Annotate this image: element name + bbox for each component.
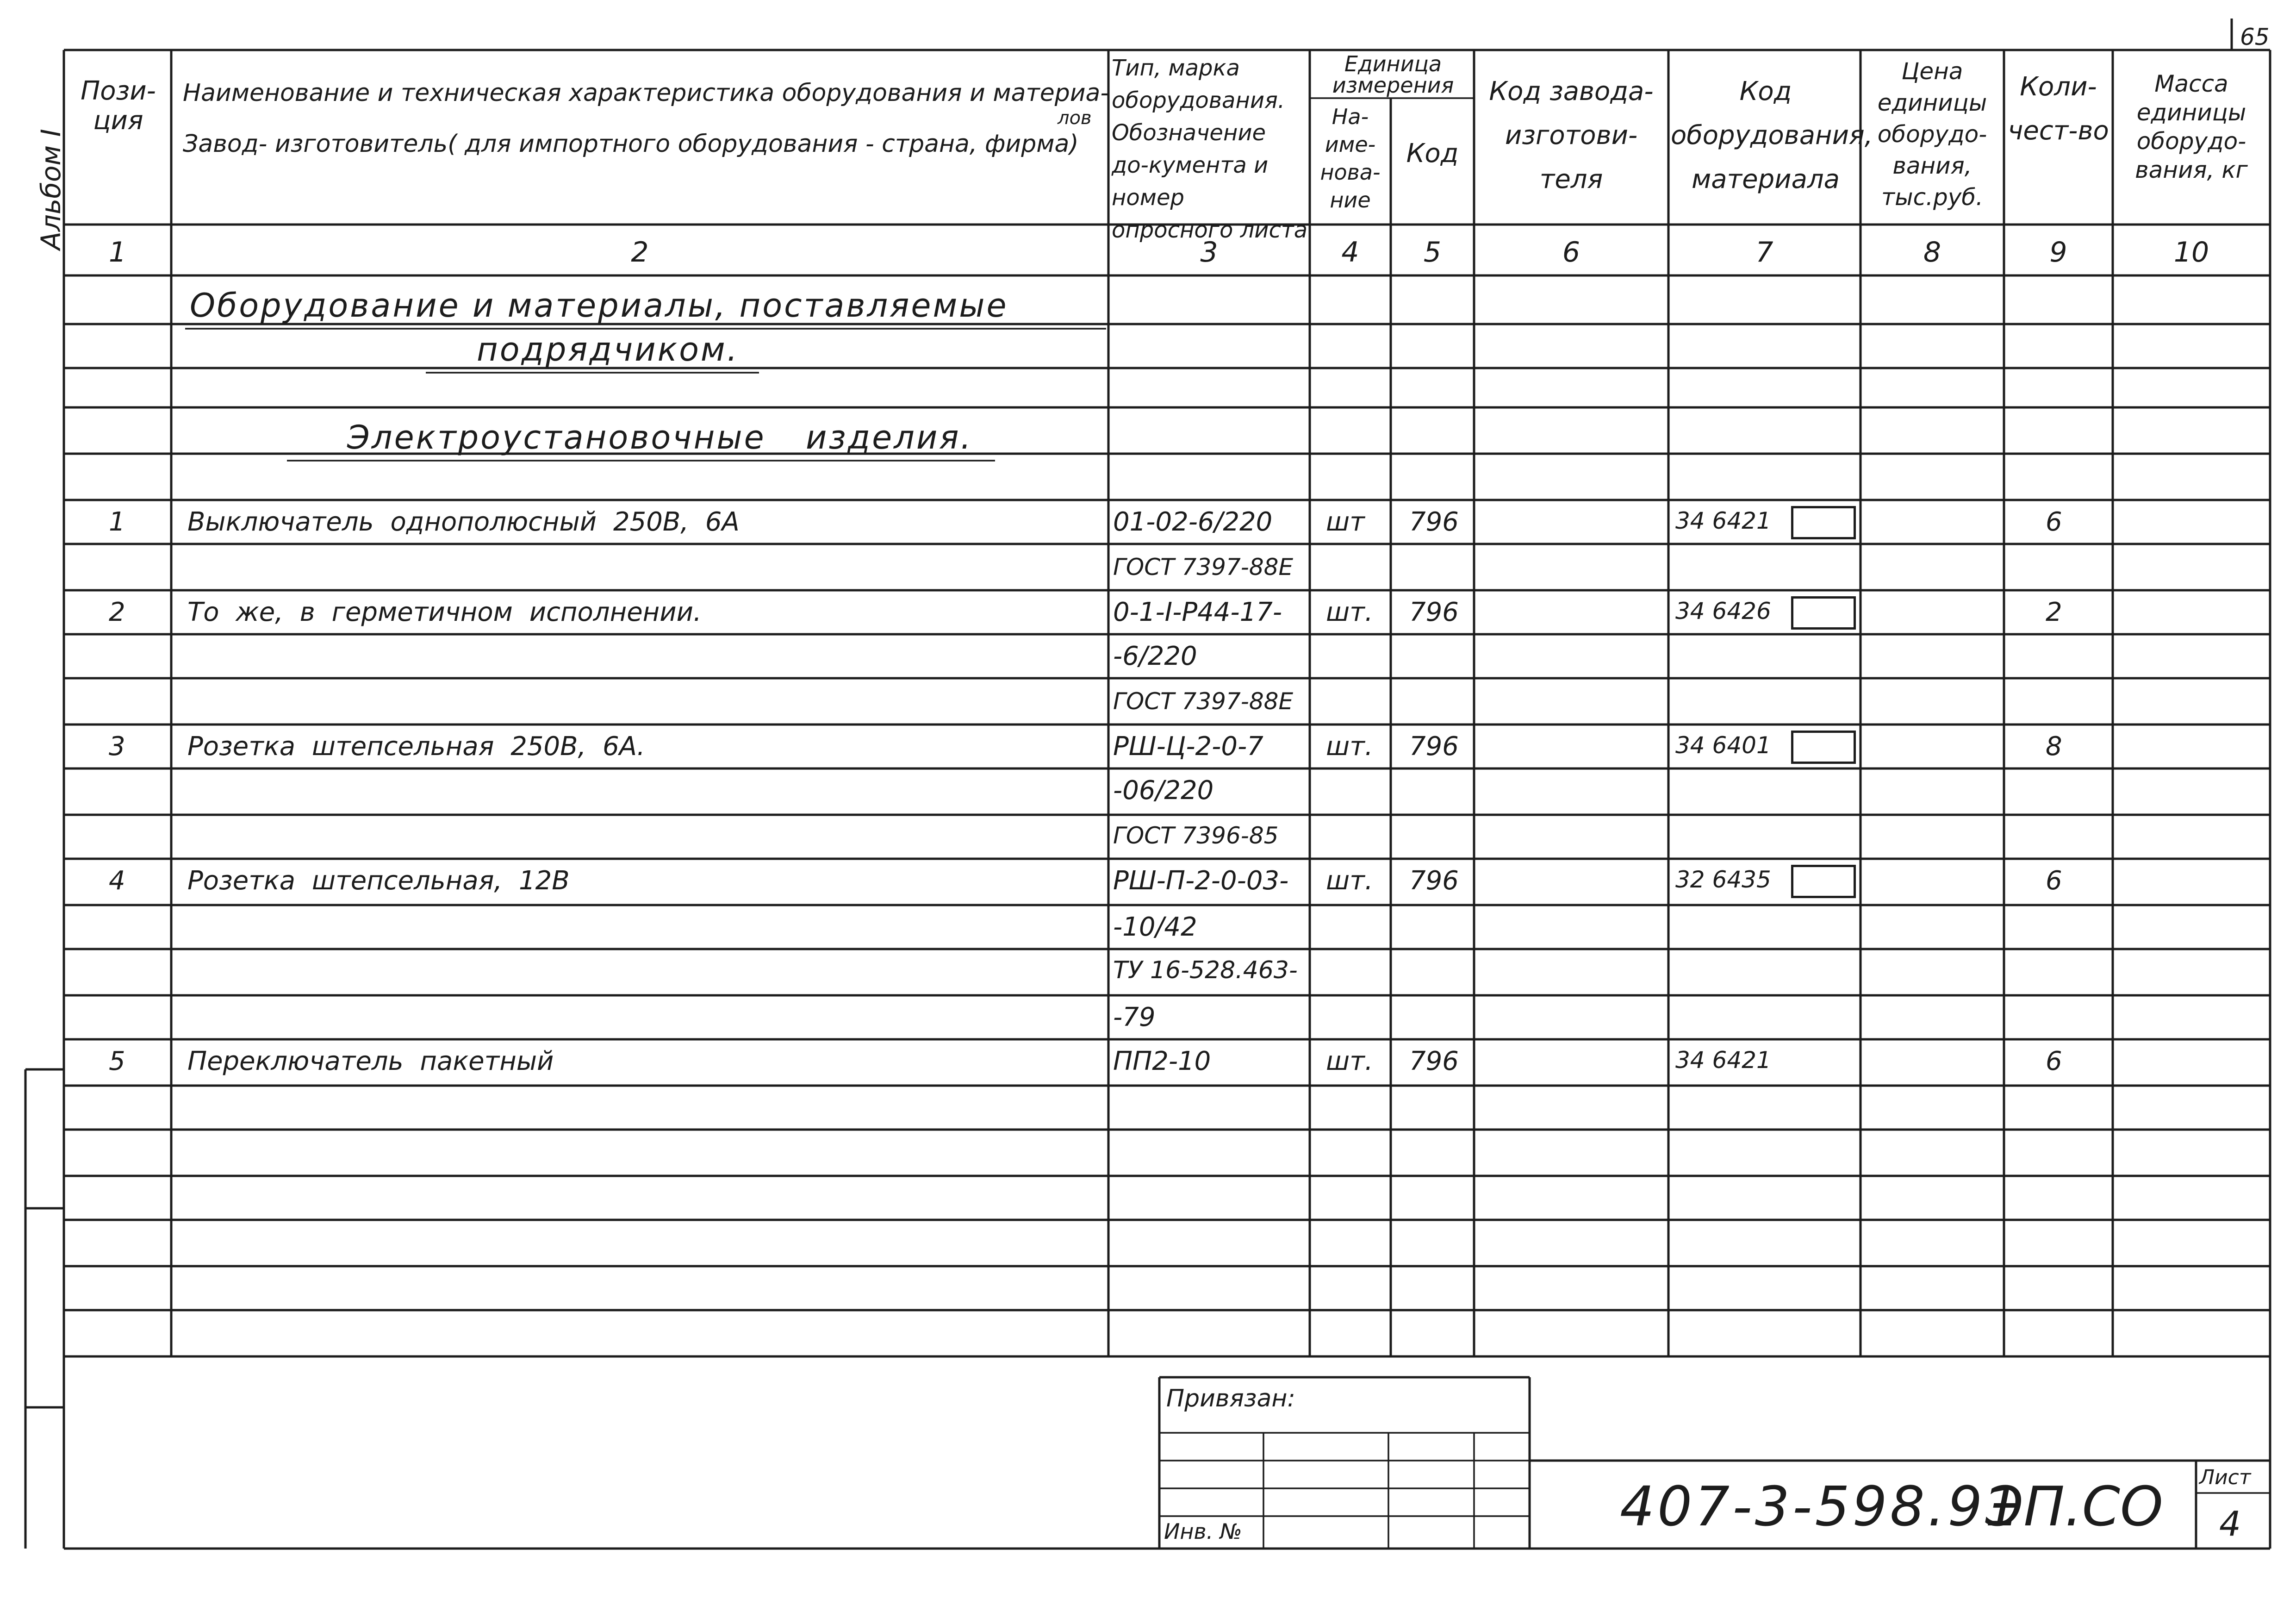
item-1-type-line2: ГОСТ 7397-88Е — [1113, 554, 1294, 581]
item-4-type-line4: -79 — [1113, 1002, 1156, 1032]
item-1-material-code: 34 6421 — [1675, 507, 1771, 534]
header-plant-code: Код завода-изготови-теля — [1489, 76, 1654, 194]
column-number-6: 6 — [1562, 236, 1580, 269]
item-4-unit: шт. — [1326, 866, 1373, 896]
item-4-name: Розетка штепсельная, 12В — [187, 866, 570, 896]
column-number-2: 2 — [631, 236, 649, 269]
header-name-suffix: лов — [1058, 107, 1092, 129]
item-1-name: Выключатель однополюсный 250В, 6А — [187, 507, 740, 537]
item-4-quantity: 6 — [2046, 866, 2062, 896]
item-2-type-line2: -6/220 — [1113, 641, 1197, 671]
item-2-type-line1: 0-1-I-Р44-17- — [1113, 597, 1282, 627]
item-3-code-box — [1791, 731, 1856, 764]
subsection-title: Электроустановочные изделия. — [347, 418, 973, 456]
item-5-name: Переключатель пакетный — [187, 1046, 554, 1076]
section-title-line2: подрядчиком. — [477, 331, 739, 369]
header-quantity: Коли-чест-во — [2008, 72, 2109, 146]
column-number-5: 5 — [1423, 236, 1442, 269]
section-title-line1: Оборудование и материалы, поставляемые — [190, 287, 1008, 325]
item-4-type-line1: РШ-П-2-0-03- — [1113, 866, 1289, 896]
item-5-unit: шт. — [1326, 1046, 1373, 1076]
item-1-position: 1 — [109, 507, 125, 537]
item-2-name: То же, в герметичном исполнении. — [187, 597, 702, 627]
item-3-name: Розетка штепсельная 250В, 6А. — [187, 731, 645, 762]
album-label: Альбом I — [35, 129, 67, 250]
top-sheet-number: 65 — [2240, 24, 2270, 50]
item-1-quantity: 6 — [2046, 507, 2062, 537]
column-number-1: 1 — [108, 236, 127, 269]
item-5-material-code: 34 6421 — [1675, 1047, 1771, 1074]
item-4-material-code: 32 6435 — [1675, 866, 1771, 893]
column-number-3: 3 — [1200, 236, 1218, 269]
header-name-line1: Наименование и техническая характеристика оборудования и материа- — [183, 79, 1109, 107]
item-3-quantity: 8 — [2046, 731, 2062, 762]
item-2-unit-code: 796 — [1409, 597, 1459, 627]
item-1-type-line1: 01-02-6/220 — [1113, 507, 1273, 537]
header-unit-group: Единица измерения — [1332, 51, 1454, 98]
header-name-line2: Завод- изготовитель( для импортного оборудования - страна, фирма) — [183, 130, 1079, 158]
header-material-code: Код оборудования, материала — [1671, 76, 1873, 194]
header-unit-name: На-име-нова-ние — [1320, 104, 1381, 212]
item-5-quantity: 6 — [2046, 1046, 2062, 1076]
column-number-10: 10 — [2173, 236, 2209, 269]
item-2-position: 2 — [109, 597, 125, 627]
item-1-unit: шт — [1326, 507, 1365, 537]
column-number-7: 7 — [1755, 236, 1773, 269]
stamp-bound-label: Привязан: — [1166, 1385, 1295, 1412]
item-3-unit: шт. — [1326, 731, 1373, 762]
item-1-unit-code: 796 — [1409, 507, 1459, 537]
header-type: Тип, марка оборудования. Обозначение до-кумента и номер опросного листа — [1112, 55, 1308, 243]
item-3-material-code: 34 6401 — [1675, 732, 1771, 759]
column-number-4: 4 — [1341, 236, 1359, 269]
header-position: Пози- ция — [81, 76, 156, 136]
item-3-position: 3 — [109, 731, 125, 762]
item-4-position: 4 — [109, 866, 125, 896]
item-3-type-line2: -06/220 — [1113, 775, 1214, 806]
item-5-unit-code: 796 — [1409, 1046, 1459, 1076]
item-4-type-line2: -10/42 — [1113, 912, 1197, 942]
header-unit-mass: Масса единицы оборудо-вания, кг — [2135, 70, 2248, 183]
stamp-inventory-label: Инв. № — [1164, 1519, 1242, 1544]
header-unit-price: Цена единицы оборудо-вания, тыс.руб. — [1877, 58, 1987, 211]
item-2-material-code: 34 6426 — [1675, 598, 1771, 625]
header-unit-code: Код — [1406, 138, 1459, 169]
item-3-unit-code: 796 — [1409, 731, 1459, 762]
stamp-sheet-label: Лист — [2199, 1466, 2251, 1489]
item-2-unit: шт. — [1326, 597, 1373, 627]
column-number-8: 8 — [1923, 236, 1941, 269]
item-1-code-box — [1791, 506, 1856, 539]
item-4-type-line3: ТУ 16-528.463- — [1113, 956, 1298, 984]
item-5-type-line1: ПП2-10 — [1113, 1046, 1211, 1076]
item-2-quantity: 2 — [2046, 597, 2062, 627]
item-3-type-line3: ГОСТ 7396-85 — [1113, 822, 1279, 849]
item-2-code-box — [1791, 596, 1856, 630]
stamp-document-suffix: ЭП.СО — [1985, 1474, 2163, 1538]
item-4-unit-code: 796 — [1409, 866, 1459, 896]
item-5-position: 5 — [109, 1046, 125, 1076]
item-4-code-box — [1791, 865, 1856, 898]
stamp-sheet-value: 4 — [2219, 1504, 2241, 1544]
stamp-document-code: 407-3-598.91 — [1620, 1474, 2023, 1538]
item-2-type-line3: ГОСТ 7397-88Е — [1113, 688, 1294, 715]
column-number-9: 9 — [2049, 236, 2067, 269]
item-3-type-line1: РШ-Ц-2-0-7 — [1113, 731, 1263, 762]
